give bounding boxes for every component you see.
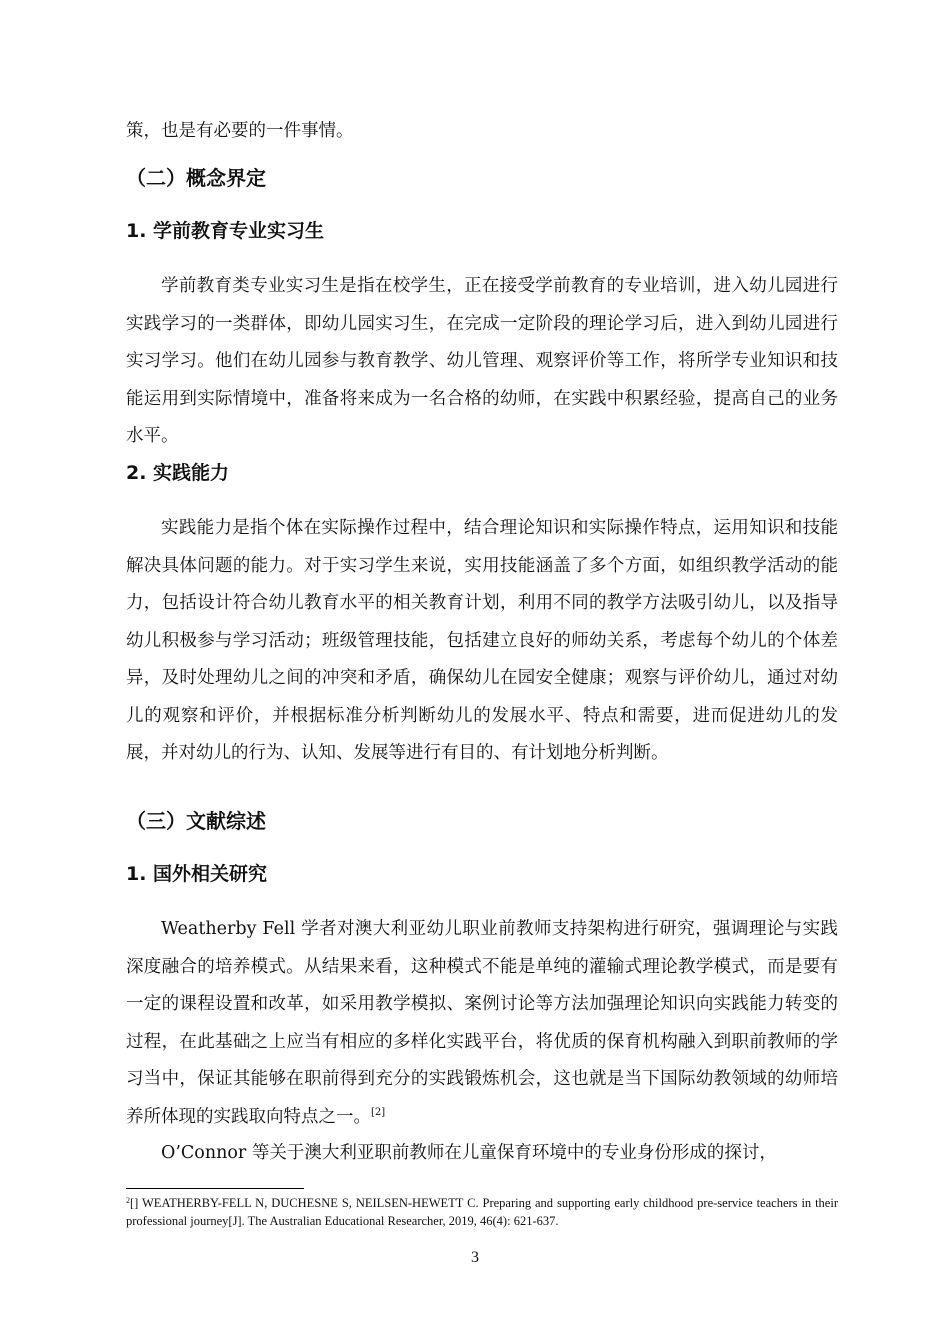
practical-ability-paragraph: 实践能力是指个体在实际操作过程中，结合理论知识和实际操作特点，运用知识和技能解决具体问题的能力。对于实习学生来说，实用技能涵盖了多个方面，如组织教学活动的能力，包括设计符合幼儿教育水平的相关教育计划，利用不同的教学方法吸引幼儿，以及指导幼儿积极参与学习活动；班级管理技能，包括建立良好的师幼关系，考虑每个幼儿的个体差异，及时处理幼儿之间的冲突和矛盾，确保幼儿在园安全健康；观察与评价幼儿，通过对幼儿的观察和评价，并根据标准分析判断幼儿的发展水平、特点和需要，进而促进幼儿的发展，并对幼儿的行为、认知、发展等进行有目的、有计划地分析判断。 (126, 518, 838, 763)
subheading-foreign-research: 1. 国外相关研究 (126, 863, 268, 885)
footnote-mark: 2 (126, 1196, 130, 1205)
section-heading-literature-review: （三）文献综述 (126, 809, 266, 833)
foreign-research-text: Weatherby Fell 学者对澳大利亚幼儿职业前教师支持架构进行研究，强调理论与实践深度融合的培养模式。从结果来看，这种模式不能是单纯的灌输式理论教学模式，而是要有一定的课程设置和改革，如采用教学模拟、案例讨论等方法加强理论知识向实践能力转变的过程，在此基础之上应当有相应的多样化实践平台，将优质的保育机构融入到职前教师的学习当中，保证其能够在职前得到充分的实践锻炼机会，这也就是当下国际幼教领域的幼师培养所体现的实践取向特点之一。 (126, 919, 838, 1127)
oconnor-paragraph: O’Connor 等关于澳大利亚职前教师在儿童保育环境中的专业身份形成的探讨， (161, 1143, 777, 1163)
intro-paragraph-block (126, 113, 838, 151)
section-heading-concepts: （二）概念界定 (126, 166, 266, 190)
subheading-practical-ability: 2. 实践能力 (126, 462, 230, 484)
intro-tail-paragraph: 策，也是有必要的一件事情。 (126, 121, 354, 141)
footnote-separator (126, 1188, 304, 1189)
foreign-research-paragraph-block (126, 911, 838, 1136)
intern-definition-paragraph: 学前教育类专业实习生是指在校学生，正在接受学前教育的专业培训，进入幼儿园进行实践学习的一类群体，即幼儿园实习生，在完成一定阶段的理论学习后，进入到幼儿园进行实习学习。他们在幼儿园参与教育教学、幼儿管理、观察评价等工作，将所学专业知识和技能运用到实际情境中，准备将来成为一名合格的幼师，在实践中积累经验，提高自己的业务水平。 (126, 276, 838, 446)
oconnor-paragraph-block (126, 1135, 838, 1173)
footnote-text: [] WEATHERBY-FELL N, DUCHESNE S, NEILSEN-HEWETT C. Preparing and supporting early childhood pre-service teachers in their professional journey[J]. The Australian Educational Researcher, 2019, 46(4): 621-637. (126, 1196, 838, 1228)
ability-paragraph-block (126, 510, 838, 773)
subheading-preschool-intern: 1. 学前教育专业实习生 (126, 220, 325, 242)
page-number: 3 (471, 1249, 479, 1266)
foreign-research-paragraph (126, 911, 838, 1136)
citation-ref-2[interactable]: [2] (371, 1106, 386, 1118)
intern-paragraph-block (126, 268, 838, 456)
footnote (126, 1195, 838, 1230)
